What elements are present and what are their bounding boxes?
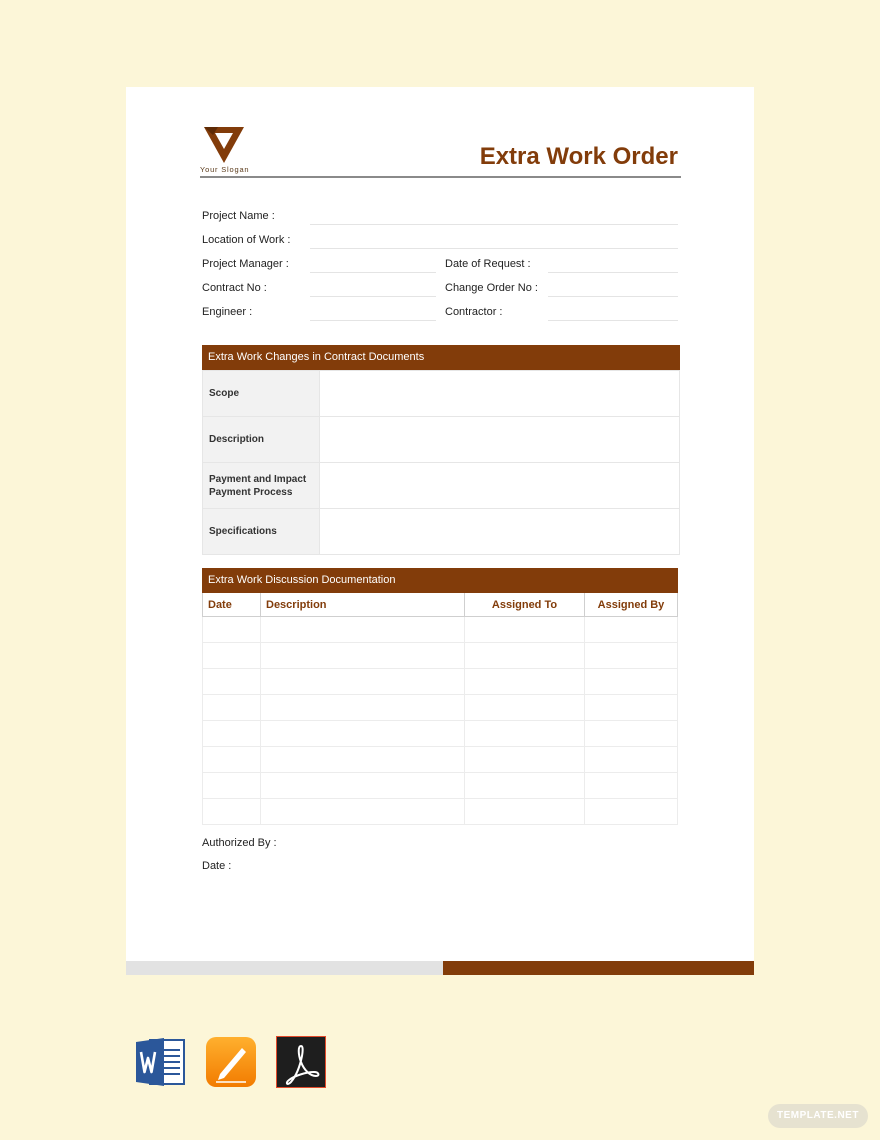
table-header-row — [203, 593, 678, 617]
contract-no-line[interactable] — [310, 296, 436, 297]
scope-cell[interactable] — [320, 371, 680, 417]
discussion-section-header: Extra Work Discussion Documentation — [202, 568, 678, 593]
contract-no-label: Contract No : — [202, 282, 267, 294]
document-page — [126, 87, 754, 961]
table-row — [203, 371, 680, 417]
title-divider — [200, 176, 681, 178]
footer-bar-brown — [443, 961, 754, 975]
engineer-line[interactable] — [310, 320, 436, 321]
changes-section-header: Extra Work Changes in Contract Documents — [202, 345, 680, 370]
change-order-no-label: Change Order No : — [445, 282, 538, 294]
discussion-table — [202, 593, 678, 825]
pdf-icon[interactable] — [276, 1036, 326, 1088]
location-of-work-label: Location of Work : — [202, 234, 291, 246]
project-manager-label: Project Manager : — [202, 258, 289, 270]
col-assigned-by: Assigned By — [585, 593, 678, 617]
specifications-cell[interactable] — [320, 509, 680, 555]
signoff-date-label: Date : — [202, 860, 232, 872]
brand-logo — [200, 127, 260, 174]
table-row — [203, 643, 678, 669]
date-of-request-line[interactable] — [548, 272, 678, 273]
contractor-line[interactable] — [548, 320, 678, 321]
template-watermark[interactable]: TEMPLATE.NET — [768, 1104, 868, 1128]
project-name-line[interactable] — [310, 224, 678, 225]
contractor-label: Contractor : — [445, 306, 503, 318]
table-row — [203, 417, 680, 463]
document-title: Extra Work Order — [479, 143, 678, 170]
payment-process-label: Payment and Impact Payment Process — [203, 463, 320, 509]
logo-slogan: Your Slogan — [200, 165, 250, 174]
col-date: Date — [203, 593, 261, 617]
table-row — [203, 773, 678, 799]
table-row — [203, 463, 680, 509]
changes-table — [202, 370, 680, 555]
table-row — [203, 669, 678, 695]
table-row — [203, 695, 678, 721]
pages-icon[interactable] — [206, 1036, 256, 1088]
description-cell[interactable] — [320, 417, 680, 463]
table-row — [203, 799, 678, 825]
table-row — [203, 617, 678, 643]
specifications-label: Specifications — [203, 509, 320, 555]
location-of-work-line[interactable] — [310, 248, 678, 249]
table-row — [203, 747, 678, 773]
authorized-by-label: Authorized By : — [202, 837, 277, 849]
date-of-request-label: Date of Request : — [445, 258, 531, 270]
change-order-no-line[interactable] — [548, 296, 678, 297]
payment-process-cell[interactable] — [320, 463, 680, 509]
word-icon[interactable] — [136, 1036, 186, 1088]
table-row — [203, 509, 680, 555]
project-manager-line[interactable] — [310, 272, 436, 273]
scope-label: Scope — [203, 371, 320, 417]
project-name-label: Project Name : — [202, 210, 275, 222]
col-description: Description — [261, 593, 465, 617]
table-row — [203, 721, 678, 747]
engineer-label: Engineer : — [202, 306, 253, 318]
logo-mark-icon — [204, 127, 244, 163]
footer-bar-grey — [126, 961, 443, 975]
col-assigned-to: Assigned To — [465, 593, 585, 617]
description-label: Description — [203, 417, 320, 463]
